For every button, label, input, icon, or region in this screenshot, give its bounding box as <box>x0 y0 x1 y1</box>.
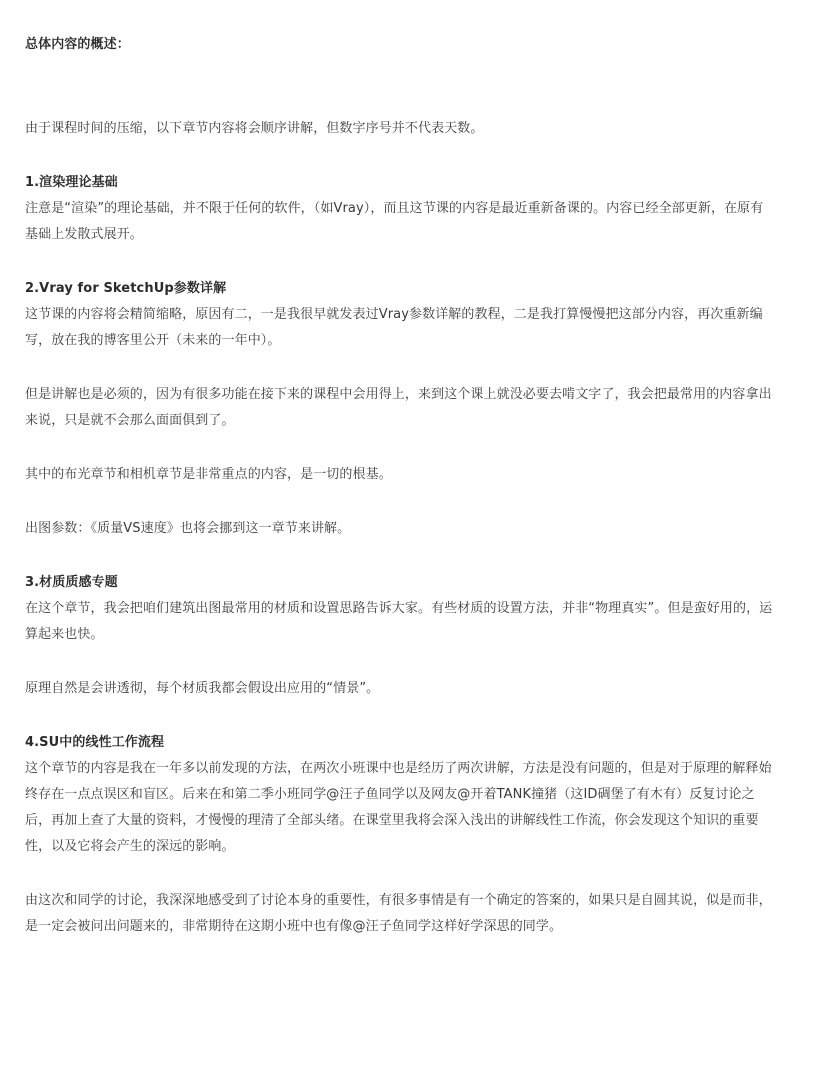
section-1-paragraph-1-line-2: 基础上发散式展开。 <box>25 227 143 242</box>
section-heading-3: 3.材质质感专题 <box>25 575 118 590</box>
section-4-paragraph-2-line-2: 是一定会被问出问题来的，非常期待在这期小班中也有像@汪子鱼同学这样好学深思的同学。 <box>25 919 563 934</box>
section-heading-1: 1.渲染理论基础 <box>25 175 118 190</box>
section-2-paragraph-2-line-2: 来说，只是就不会那么面面俱到了。 <box>25 413 235 428</box>
section-2-paragraph-4: 出图参数：《质量VS速度》也将会挪到这一章节来讲解。 <box>25 521 351 536</box>
section-2-paragraph-1-line-2: 写，放在我的博客里公开（未来的一年中）。 <box>25 333 281 348</box>
section-1-paragraph-1-line-1: 注意是“渲染”的理论基础，并不限于任何的软件，（如Vray），而且这节课的内容是最近重新备课的。内容已经全部更新，在原有 <box>25 201 764 216</box>
section-3-paragraph-2: 原理自然是会讲透彻，每个材质我都会假设出应用的“情景”。 <box>25 681 380 696</box>
section-heading-2: 2.Vray for SketchUp参数详解 <box>25 281 227 296</box>
section-4-paragraph-1-line-3: 后，再加上查了大量的资料，才慢慢的理清了全部头绪。在课堂里我将会深入浅出的讲解线性工作流，你会发现这个知识的重要 <box>25 813 759 828</box>
section-4-paragraph-1-line-1: 这个章节的内容是我在一年多以前发现的方法，在两次小班课中也是经历了两次讲解，方法是没有问题的，但是对于原理的解释始 <box>25 761 772 776</box>
section-2-paragraph-1-line-1: 这节课的内容将会精简缩略，原因有二，一是我很早就发表过Vray参数详解的教程，二是我打算慢慢把这部分内容，再次重新编 <box>25 307 763 322</box>
section-2-paragraph-2-line-1: 但是讲解也是必须的，因为有很多功能在接下来的课程中会用得上，来到这个课上就没必要去啃文字了，我会把最常用的内容拿出 <box>25 387 772 402</box>
section-4-paragraph-2-line-1: 由这次和同学的讨论，我深深地感受到了讨论本身的重要性，有很多事情是有一个确定的答案的，如果只是自圆其说，似是而非， <box>25 893 772 908</box>
intro-paragraph: 由于课程时间的压缩，以下章节内容将会顺序讲解，但数字序号并不代表天数。 <box>25 121 484 136</box>
section-2-paragraph-3: 其中的布光章节和相机章节是非常重点的内容，是一切的根基。 <box>25 467 392 482</box>
section-3-paragraph-1-line-2: 算起来也快。 <box>25 627 104 642</box>
overview-title: 总体内容的概述： <box>25 37 130 52</box>
section-4-paragraph-1-line-2: 终存在一点点误区和盲区。后来在和第二季小班同学@汪子鱼同学以及网友@开着TANK撞猪（这ID碉堡了有木有）反复讨论之 <box>25 787 755 802</box>
section-3-paragraph-1-line-1: 在这个章节，我会把咱们建筑出图最常用的材质和设置思路告诉大家。有些材质的设置方法，并非“物理真实”。但是蛮好用的，运 <box>25 601 773 616</box>
section-4-paragraph-1-line-4: 性，以及它将会产生的深远的影响。 <box>25 839 235 854</box>
section-heading-4: 4.SU中的线性工作流程 <box>25 735 165 750</box>
